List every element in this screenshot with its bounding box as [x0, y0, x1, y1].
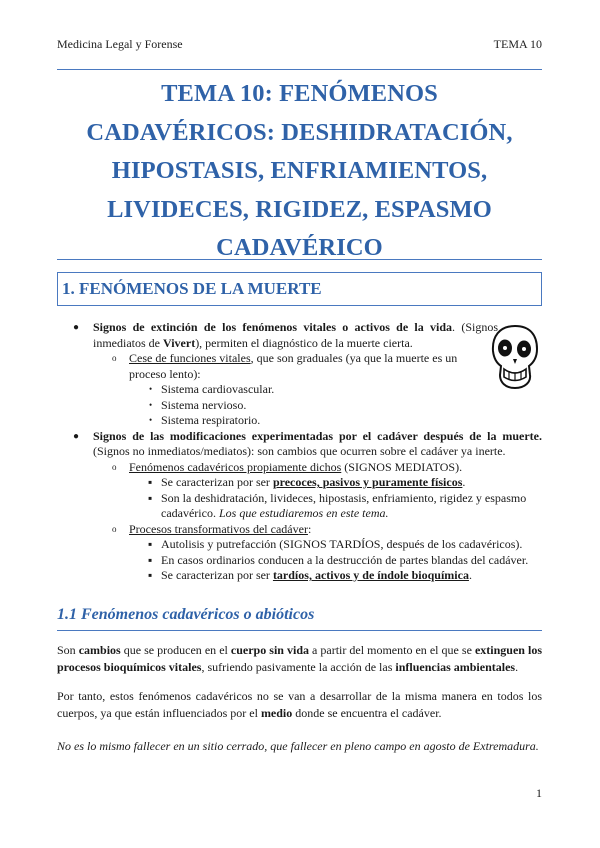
list-subitem: [57, 460, 542, 476]
list-item-text: (Signos no inmediatos/mediatos): son cambios que ocurren sobre el cadáver ya inerte.: [93, 444, 506, 458]
list-subitem-heading: Procesos transformativos del cadáver: [129, 521, 308, 536]
title-line: LIVIDECES, RIGIDEZ, ESPASMO: [107, 195, 492, 223]
header-right: TEMA 10: [493, 37, 542, 51]
square-bullet-icon: ▪: [148, 490, 153, 505]
circle-bullet-icon: o: [112, 353, 117, 363]
square-bullet-icon: ▪: [148, 552, 153, 567]
list-subsubitem: [57, 537, 542, 553]
para-text: Por tanto, estos fenómenos cadavéricos no se van a desarrollar de la misma manera en todos los cuerpos, ya que están influenciados por el: [57, 689, 542, 720]
title-line: TEMA 10: FENÓMENOS: [161, 80, 438, 107]
page-number: 1: [536, 786, 542, 800]
list-item: [57, 429, 542, 460]
title-line: CADAVÉRICOS: DESHIDRATACIÓN,: [86, 118, 513, 146]
square-bullet-icon: ▪: [148, 537, 153, 551]
paragraph-example: No es lo mismo fallecer en un sitio cerrado, que fallecer en pleno campo en agosto de Extremadura.: [57, 739, 539, 753]
circle-bullet-icon: o: [112, 461, 117, 472]
header-left: Medicina Legal y Forense: [57, 37, 183, 51]
list-subsubitem-text: Autolisis y putrefacción (SIGNOS TARDÍOS, después de los cadavéricos).: [161, 537, 523, 551]
list-subitem-heading: Fenómenos cadavéricos propiamente dichos: [129, 459, 342, 474]
para-bold: cuerpo sin vida: [230, 643, 309, 657]
section-heading: 1. FENÓMENOS DE LA MUERTE: [62, 279, 322, 298]
list-subsubitem-text: .: [462, 475, 466, 489]
para-text: , sufriendo pasivamente la acción de las: [201, 660, 396, 674]
dot-bullet-icon: •: [149, 384, 153, 394]
square-bullet-icon: ▪: [148, 568, 153, 582]
para-text: que se producen en el: [120, 643, 231, 657]
paragraph-definition: [57, 642, 542, 676]
para-text: Son: [57, 643, 79, 657]
dot-bullet-icon: •: [149, 415, 153, 425]
list-subsubitem-text: Son la deshidratación, lividеces, hipostasis, enfriamiento, rigidez y espasmo cadavérico.: [161, 490, 527, 520]
list-subsubitem: [57, 553, 542, 569]
title-bottom-rule: [57, 259, 542, 260]
list-subsubitem: [57, 413, 542, 429]
title-line: HIPOSTASIS, ENFRIAMIENTOS,: [111, 157, 488, 184]
para-bold: medio: [260, 706, 293, 720]
para-text: a partir del momento en el que se: [309, 643, 475, 657]
list-item-text: . (Signos inmediatos de: [93, 320, 498, 350]
subsection-heading: 1.1 Fenómenos cadavéricos o abióticos: [57, 606, 315, 623]
list-subsubitem-text: Sistema nervioso.: [161, 397, 247, 412]
circle-bullet-icon: o: [112, 523, 117, 534]
para-bold: cambios: [78, 643, 121, 657]
list-subsubitem-emphasis: precoces, pasivos y puramente físicos: [272, 475, 463, 489]
list-item-text: ), permiten el diagnóstico de la muerte cierta.: [195, 335, 413, 350]
list-subsubitem: [57, 568, 542, 584]
page-title: [57, 75, 542, 268]
list-subitem-text: , que son graduales (ya que la muerte es un proceso lento):: [129, 351, 458, 381]
list-subitem: [57, 351, 474, 382]
list-item: [57, 320, 498, 351]
bullet-icon: ●: [73, 430, 80, 442]
list-subitem: [57, 522, 542, 538]
list-subsubitem-text: Se caracterizan por ser: [161, 475, 273, 489]
signs-list: [57, 320, 542, 584]
subsection-rule: [57, 630, 542, 631]
list-subsubitem: [57, 491, 542, 522]
list-subsubitem-text: Sistema respiratorio.: [161, 413, 261, 427]
list-subsubitem-text: Se caracterizan por ser: [161, 568, 273, 582]
list-subitem-text: (SIGNOS MEDIATOS).: [341, 459, 463, 474]
list-subsubitem: [57, 382, 542, 398]
list-item-bold: Signos de las modificaciones experimentadas por el cadáver después de la muerte.: [93, 428, 542, 443]
bullet-icon: ●: [73, 322, 80, 333]
list-subsubitem: [57, 475, 542, 491]
title-line: CADAVÉRICO: [216, 234, 383, 261]
para-bold: extinguen los procesos bioquímicos vitales: [57, 643, 542, 674]
para-text: donde se encuentra el cadáver.: [292, 706, 442, 720]
section-heading-box: [57, 272, 542, 306]
list-subsubitem-text: .: [468, 568, 472, 582]
list-subsubitem-text: En casos ordinarios conducen a la destrucción de partes blandas del cadáver.: [161, 552, 529, 567]
square-bullet-icon: ▪: [148, 475, 153, 489]
title-top-rule: [57, 69, 542, 70]
list-subsubitem-emphasis: tardíos, activos y de índole bioquímica: [272, 568, 469, 582]
list-item-bold: Vivert: [162, 335, 196, 350]
list-subitem-heading: Cese de funciones vitales: [129, 351, 251, 365]
para-bold: influencias ambientales: [395, 660, 516, 674]
dot-bullet-icon: •: [149, 399, 153, 410]
para-text: .: [515, 660, 519, 674]
list-subsubitem-italic: Los que estudiaremos en este tema.: [218, 506, 389, 520]
list-subsubitem: [57, 398, 542, 414]
list-item-bold: Signos de extinción de los fenómenos vitales o activos de la vida: [93, 320, 453, 334]
list-subsubitem-text: Sistema cardiovascular.: [161, 382, 275, 396]
paragraph-medium: [57, 688, 542, 722]
list-subitem-text: :: [307, 521, 312, 536]
